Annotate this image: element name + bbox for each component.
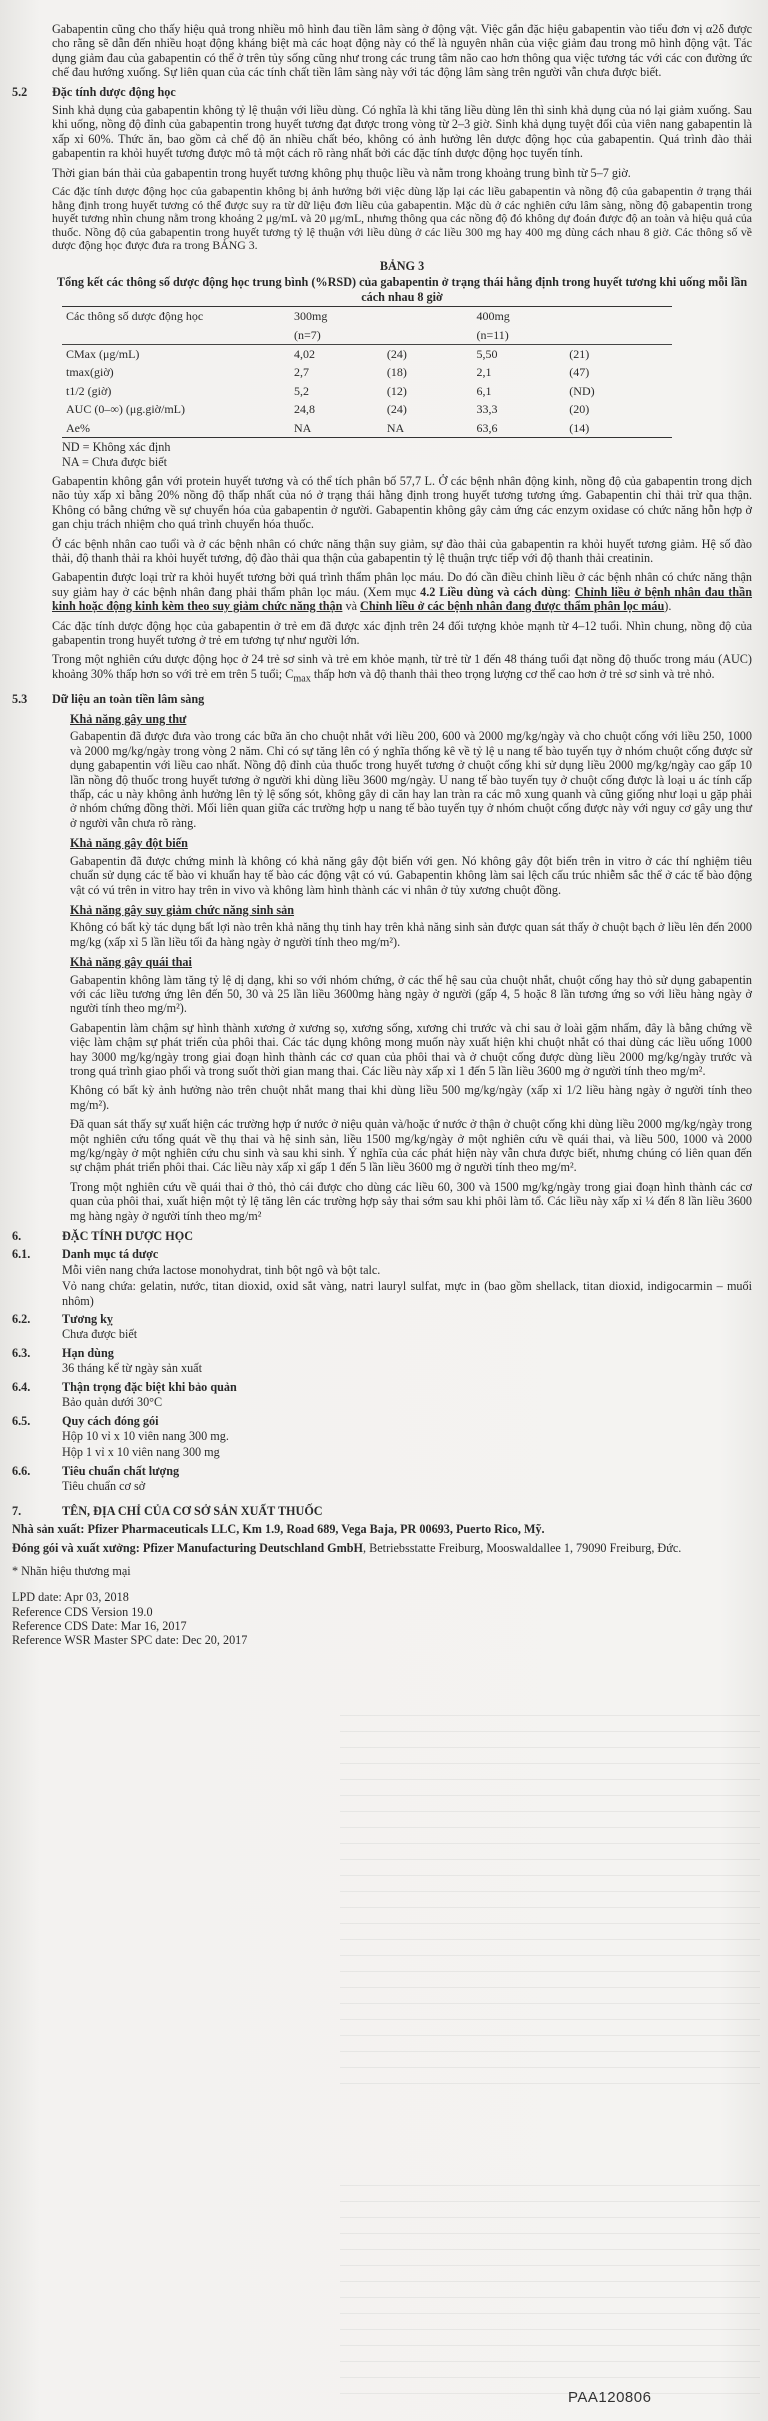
table-cell: 5,50 [476,347,498,362]
table-cell: CMax (μg/mL) [66,347,140,362]
subsection-heading [12,1464,752,1478]
table-cell: (24) [386,347,407,362]
subsection-text: Bảo quản dưới 30°C [62,1395,163,1410]
table-cell: (24) [386,402,407,417]
packager-line [12,1541,752,1555]
table-row [62,363,672,381]
cross-reference: 4.2 Liều dùng và cách dùng [420,584,568,599]
header-cell: (n=7) [290,326,472,345]
subsection-number: 6.2. [12,1312,31,1327]
text-run: và [342,599,361,614]
header-cell: (n=11) [472,326,672,345]
pk-parameters-table [62,306,672,438]
table-cell: (ND) [569,383,595,398]
subsection-heading [12,1380,752,1394]
subsection-text: Hộp 1 vỉ x 10 viên nang 300 mg [62,1445,220,1460]
pk-paragraph-7: Các đặc tính dược động học của gabapentin ở trẻ em đã được xác định trên 24 đối tượng khỏe mạnh từ 4–12 tuổi. Nhìn chung, nồng độ của gabapentin trong huyết tương ở trẻ em tương tự như người lớn. [52,618,752,647]
subsection-text: Hộp 10 vỉ x 10 viên nang 300 mg. [62,1428,229,1443]
subsection-title: Tương kỵ [62,1312,113,1327]
pk-paragraph-6 [12,570,752,613]
subsection-title: Tiêu chuẩn chất lượng [62,1463,180,1478]
manufacturer-line [12,1522,752,1536]
pk-paragraph-2: Thời gian bán thải của gabapentin trong huyết tương không phụ thuộc liều và nằm trong khoảng trung bình từ 5–7 giờ. [52,165,631,180]
subsection-title: Quy cách đóng gói [62,1413,159,1428]
header-cell: 300mg [290,307,472,326]
table-cell: NA [383,419,473,438]
table-note-nd: ND = Không xác định [62,440,171,455]
table-cell: 2,1 [476,365,492,380]
teratogenicity-paragraph-4: Đã quan sát thấy sự xuất hiện các trường hợp ứ nước ở niệu quản và/hoặc ứ nước ở thận ở chuột cống khi dùng liều 2000 mg/kg/ngày trong một nghiên cứu tổng quát về thụ thai và hệ sinh sản, liều 1500 mg/kg/ngày ở một nghiên cứu về quái thai, và liều 500, 1000 và 2000 mg/kg/ngày ở một nghiên cứu chu sinh và sau khi sinh. Ý nghĩa của các phát hiện này vẫn chưa được biết, nhưng chúng có liên quan đến sự chậm phát triển phôi thai. Các liều này xấp xỉ gấp 1 đến 5 lần liều 3600 mg ở người tính theo mg/m². [70,1117,752,1175]
manufacturer-label: Nhà sản xuất: [12,1521,88,1536]
table-cell: 24,8 [294,402,315,417]
section-5-2-heading [12,85,752,99]
subsection-heading [12,1346,752,1360]
table-cell: 5,2 [294,383,309,398]
table-row [62,419,672,438]
table-cell: tmax(giờ) [66,365,114,380]
table-cell: (47) [569,365,590,380]
subscript: max [293,673,311,685]
table-cell: 2,7 [294,365,309,380]
cross-reference-link[interactable]: Chỉnh liều ở các bệnh nhân đang được thẩm phân lọc máu [360,599,665,614]
section-6-heading [12,1229,752,1243]
excipients-block [12,1247,752,1308]
table-row [62,400,672,418]
table-cell: (14) [565,419,672,438]
table-cell: 4,02 [294,347,315,362]
subsection-number: 6.6. [12,1463,31,1478]
manufacturer-address: , Km 1.9, Road 689, Vega Baja, PR 00693, Puerto Rico, Mỹ. [236,1521,545,1536]
trademark-note: * Nhãn hiệu thương mại [12,1563,131,1578]
section-title: Đặc tính dược động học [52,84,176,99]
cds-version: Reference CDS Version 19.0 [12,1604,153,1619]
subsection-number: 6.5. [12,1413,31,1428]
subsection-heading [12,1247,752,1261]
section-number: 5.2 [12,84,28,99]
show-through-table [340,2170,760,2394]
fertility-heading: Khả năng gây suy giảm chức năng sinh sản [70,902,295,917]
cross-reference-link[interactable]: Chỉnh liều ở bệnh nhân đau thần kinh hoặc động kinh kèm theo suy giảm chức năng thận [52,584,753,614]
teratogenicity-paragraph-2: Gabapentin làm chậm sự hình thành xương ở xương sọ, xương sống, xương chi trước và chi sau ở loài gặm nhấm, đây là bằng chứng về việc làm chậm sự phát triển của phôi thai. Các tác dụng không mong muốn này xuất hiện khi chuột nhắt có thai dùng các liều uống 1000 hay 3000 mg/kg/ngày trong giai đoạn hình thành các cơ quan của phôi thai và ở chuột cống được dùng liều 2000 mg/kg/ngày trước và trong quá trình giao phối và trong suốt thời gian mang thai. Các liều này xấp xỉ 1 đến 5 lần liều 3600 mg ở người tính theo mg/m². [70,1020,752,1078]
pk-paragraph-8 [12,652,752,686]
table-header-row [62,307,672,326]
subsection-title: Danh mục tá dược [62,1247,159,1262]
subsection-text: 36 tháng kể từ ngày sản xuất [62,1361,202,1376]
wsr-spc-date: Reference WSR Master SPC date: Dec 20, 2017 [12,1633,248,1648]
subsection-text: Chưa được biết [62,1327,138,1342]
text-run: Gabapentin được loại trừ ra khỏi huyết tương bởi quá trình thẩm phân lọc máu. Do đó cần điều chỉnh liều ở các bệnh nhân có chức năng thận suy giảm hay ở các bệnh nhân đang phải thẩm phân lọc máu. (Xem mục [52,570,752,599]
quality-standard-block [12,1464,752,1494]
section-7-heading [12,1504,752,1518]
table-cell: (18) [386,365,407,380]
subsection-title: Hạn dùng [62,1345,114,1360]
packager-label: Đóng gói và xuất xưởng: [12,1541,143,1556]
table-cell: t1/2 (giờ) [66,383,112,398]
teratogenicity-paragraph-5: Trong một nghiên cứu về quái thai ở thỏ, thỏ cái được cho dùng các liều 60, 300 và 1500 mg/kg/ngày trong giai đoạn hình thành các cơ quan của phôi thai, xuất hiện một tỷ lệ tăng lên các trường hợp sảy thai sớm sau khi phôi làm tổ. Các liều này xấp xỉ ¼ đến 8 lần liều 3600 mg hàng ngày ở người tính theo mg/m² [70,1179,752,1223]
text-run: ). [664,599,672,614]
section-number: 7. [12,1503,22,1518]
table-caption: BẢNG 3 [379,259,425,274]
packager-name: Pfizer Manufacturing Deutschland GmbH [142,1541,364,1556]
section-title: ĐẶC TÍNH DƯỢC HỌC [62,1229,194,1244]
table-cell: AUC (0–∞) (μg.giờ/mL) [66,402,185,417]
cds-date: Reference CDS Date: Mar 16, 2017 [12,1618,187,1633]
text-run: thấp hơn và độ thanh thải theo trọng lượng cơ thể cao hơn ở trẻ sơ sinh và trẻ nhỏ. [310,666,715,681]
table-row [62,382,672,400]
carcinogenicity-heading: Khả năng gây ung thư [70,712,187,727]
table-note-na: NA = Chưa được biết [62,454,168,469]
section-title: Dữ liệu an toàn tiền lâm sàng [52,691,205,706]
incompatibilities-block [12,1312,752,1342]
fertility-paragraph: Không có bất kỳ tác dụng bất lợi nào trên khả năng thụ tinh hay trên khả năng sinh sản được quan sát thấy ở chuột bạch ở liều lên đến 2000 mg/kg (xấp xỉ 5 lần liều tối đa hàng ngày ở người tính theo mg/m²). [70,920,752,949]
subsection-heading [12,1312,752,1326]
section-number: 6. [12,1229,22,1244]
subsection-number: 6.1. [12,1247,31,1262]
teratogenicity-paragraph-3: Không có bất kỳ ảnh hưởng nào trên chuột nhắt mang thai khi dùng liều 500 mg/kg/ngày (xấp xỉ 1/2 liều hàng ngày ở người tính theo mg/m²). [70,1083,752,1112]
pk-paragraph-3: Các đặc tính dược động học của gabapentin không bị ảnh hưởng bởi việc dùng lặp lại các liều gabapentin và nồng độ của gabapentin ở trạng thái hằng định trong huyết tương có thể được suy ra từ dữ liệu đơn liều của gabapentin. Mặc dù ở các nghiên cứu lâm sàng, nồng độ gabapentin trong huyết tương nhìn chung nằm trong khoảng 2 μg/mL và 20 μg/mL, nhưng thông qua các nồng độ đó không dự đoán được độ an toàn và hiệu quả của thuốc. Nồng độ của gabapentin trong huyết tương tỷ lệ thuận với liều dùng ở các liều 300 mg hay 400 mg dùng cách nhau 8 giờ. Các thông số về dược động học được đưa ra trong BẢNG 3. [52,184,752,253]
storage-block [12,1380,752,1410]
document-code: PAA120806 [568,2389,652,2406]
teratogenicity-heading: Khả năng gây quái thai [70,955,192,970]
table-row [62,345,672,364]
shelf-life-block [12,1346,752,1376]
section-title: TÊN, ĐỊA CHỈ CỦA CƠ SỞ SẢN XUẤT THUỐC [62,1503,323,1518]
mutagenicity-paragraph: Gabapentin đã được chứng minh là không có khả năng gây đột biến với gen. Nó không gây đột biến trên in vitro ở các thí nghiệm tiêu chuẩn sử dụng các tế bào vi khuẩn hay tế bào các động vật có vú. Gabapentin không làm sai lệch cấu trúc nhiễm sắc thể ở các tế bào động vật có vú trên in vitro hay trên in vivo và không làm hình thành các vi nhân ở tủy xương chuột đồng. [70,853,752,897]
packaging-block [12,1414,752,1460]
pk-paragraph-1: Sinh khả dụng của gabapentin không tỷ lệ thuận với liều dùng. Có nghĩa là khi tăng liều dùng lên thì sinh khả dụng của nó lại giảm xuống. Sau khi uống, nồng độ đỉnh của gabapentin trong huyết tương đạt được trong vòng từ 2–3 giờ. Sinh khả dụng tuyệt đối của viên nang gabapentin là xấp xỉ 60%. Thức ăn, bao gồm cả chế độ ăn nhiều chất béo, không có ảnh hưởng lên dược động học của gabapentin. Quá trình đào thải gabapentin ra khỏi huyết tương được mô tả một cách rõ ràng nhất bởi các đặc tính dược động học tuyến tính. [52,103,752,161]
packager-address: , Betriebsstatte Freiburg, Mooswaldallee 1, 79090 Freiburg, Đức. [363,1541,682,1556]
table-cell: (21) [569,347,590,362]
show-through-text [340,1700,760,2084]
table-cell: 33,3 [476,402,498,417]
subsection-text: Vỏ nang chứa: gelatin, nước, titan dioxid, oxid sắt vàng, natri lauryl sulfat, mực in (bao gồm shellack, titan dioxid, indigocarmin – muối nhôm) [62,1279,752,1308]
subsection-number: 6.4. [12,1379,31,1394]
mutagenicity-heading: Khả năng gây đột biến [70,836,188,851]
header-cell: Các thông số dược động học [62,307,290,345]
table-cell: 63,6 [472,419,565,438]
table-cell: 6,1 [476,383,492,398]
text-run: : [567,584,575,599]
table-cell: (12) [386,383,407,398]
document-content [12,22,752,1648]
lpd-date: LPD date: Apr 03, 2018 [12,1590,129,1605]
pk-paragraph-4: Gabapentin không gắn với protein huyết tương và có thể tích phân bố 57,7 L. Ở các bệnh nhân động kinh, nồng độ của gabapentin trong dịch não tủy xấp xỉ bằng 20% nồng độ thấp nhất của nó ở trạng thái hằng định trong huyết tương tương ứng. Gabapentin chỉ thải trừ qua thận. Không có bằng chứng về sự chuyển hóa của gabapentin ở người. Gabapentin không gây cảm ứng các enzym oxidase có chức năng hỗn hợp ở gan chịu trách nhiệm cho quá trình chuyển hóa thuốc. [52,473,752,532]
carcinogenicity-paragraph: Gabapentin đã được đưa vào trong các bữa ăn cho chuột nhắt với liều 200, 600 và 2000 mg/kg/ngày và cho chuột cống với liều 250, 1000 và 2000 mg/kg/ngày trong vòng 2 năm. Chỉ có sự tăng lên có ý nghĩa thống kê về tỷ lệ u nang tế bào tuyến tụy ở nhóm chuột cống được sử dụng gabapentin với liều cao nhất. Nồng độ đỉnh của thuốc trong huyết tương ở chuột cống khi sử dụng liều 2000 mg/kg/ngày cao gấp 10 lần nồng độ thuốc trong huyết tương ở người khi dùng liều 3600 mg/ngày. U nang tế bào tuyến tụy ở chuột cống được là loại u ác tính cấp thấp, các u này không ảnh hưởng lên tỷ lệ sống sót, không gây di căn hay lan tràn ra các mô xung quanh và cũng giống như loại u gặp phải ở nhóm chứng đồng thời. Mối liên quan giữa các trường hợp u nang tế bào tuyến tụy ở nhóm chuột cống được này với nguy cơ gây ung thư ở người vẫn chưa rõ ràng. [70,729,752,830]
subsection-heading [12,1414,752,1428]
subsection-title: Thận trọng đặc biệt khi bảo quản [62,1379,237,1394]
header-cell: 400mg [472,307,672,326]
table-cell: (20) [569,402,590,417]
manufacturer-name: Pfizer Pharmaceuticals LLC [87,1521,237,1536]
table-cell: NA [290,419,383,438]
table-cell: Ae% [62,419,290,438]
reference-metadata [12,1590,752,1648]
intro-paragraph: Gabapentin cũng cho thấy hiệu quả trong nhiều mô hình đau tiền lâm sàng ở động vật. Việc gắn đặc hiệu gabapentin vào tiểu đơn vị α2δ được cho rằng sẽ dẫn đến nhiều hoạt động kháng biệt mà các hoạt động này có thể là nguyên nhân của việc giảm đau trong mô hình động vật. Tác dụng giảm đau của gabapentin có thể ở trên tủy sống cũng như trong các trung tâm não cao hơn thông qua việc tương tác với các con đường ức chế đau hướng xuống. Sự liên quan của các tính chất tiền lâm sàng này với tác động lâm sàng trên người vẫn chưa được biết. [52,22,752,80]
table-title: Tổng kết các thông số dược động học trung bình (%RSD) của gabapentin ở trạng thái hằng định trong huyết tương khi uống mỗi lần cách nhau 8 giờ [56,275,748,304]
subsection-number: 6.3. [12,1345,31,1360]
subsection-text: Tiêu chuẩn cơ sở [62,1479,146,1494]
section-5-3-heading [12,692,752,706]
section-number: 5.3 [12,691,28,706]
subsection-text: Mỗi viên nang chứa lactose monohydrat, tinh bột ngô và bột talc. [62,1262,381,1277]
text-run: Trong một nghiên cứu dược động học ở 24 trẻ sơ sinh và trẻ em khỏe mạnh, từ trẻ từ 1 đến 48 tháng tuổi đạt nồng độ thuốc trong máu (AUC) khoảng 30% thấp hơn so với trẻ em trên 5 tuổi; C [52,652,752,681]
pk-paragraph-5: Ở các bệnh nhân cao tuổi và ở các bệnh nhân có chức năng thận suy giảm, sự đào thải của gabapentin ra khỏi huyết tương giảm. Hệ số đào thải, độ thanh thải ra khỏi huyết tương, độ đào thải qua thận của gabapentin tỷ lệ thuận trực tiếp với độ thanh thải creatinin. [52,536,752,565]
teratogenicity-paragraph-1: Gabapentin không làm tăng tỷ lệ dị dạng, khi so với nhóm chứng, ở các thế hệ sau của chuột nhắt, chuột cống hay thỏ sử dụng gabapentin với các liều tương ứng lên đến 50, 30 và 25 lần liều 3600mg hàng ngày ở người (gấp 4, 5 hoặc 8 lần tương ứng so với liều hàng ngày ở người tính theo mg/m²). [70,972,752,1016]
